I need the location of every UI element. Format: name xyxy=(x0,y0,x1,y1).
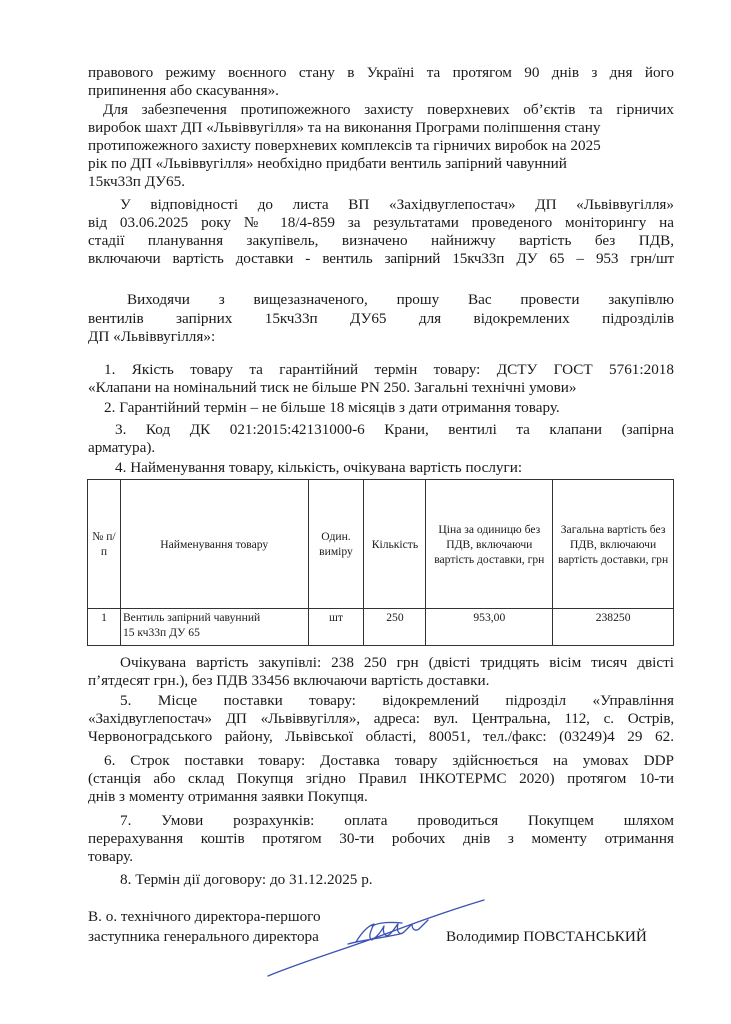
handwritten-signature-icon xyxy=(262,896,502,986)
text-line: перерахування коштів протягом 30-ти робочих днів з моменту отримання xyxy=(88,830,674,847)
text-line: від 03.06.2025 року № 18/4-859 за результатами проведеного моніторингу на xyxy=(88,214,674,231)
text-line: включаючи вартість доставки - вентиль запірний 15кч33п ДУ 65 – 953 грн/шт xyxy=(88,250,674,267)
text-line: 3. Код ДК 021:2015:42131000-6 Крани, вентилі та клапани (запірна xyxy=(115,421,674,438)
text-line: арматура). xyxy=(88,439,156,456)
text-line: (станція або склад Покупця згідно Правил ІНКОТЕРМС 2020) протягом 10-ти xyxy=(88,770,674,787)
signatory-title: заступника генерального директора xyxy=(88,928,319,945)
text-line: 15кч33п ДУ65. xyxy=(88,173,186,190)
product-name-line: 15 кч33п ДУ 65 xyxy=(122,626,200,639)
signatory-name: Володимир ПОВСТАНСЬКИЙ xyxy=(446,928,647,945)
text-line: правового режиму воєнного стану в Україні та протягом 90 днів з дня його xyxy=(88,64,674,81)
product-name xyxy=(120,609,308,646)
text-line: п’ятдесят грн.), без ПДВ 33456 включаючи вартість доставки. xyxy=(88,672,490,689)
table-row xyxy=(88,609,674,646)
text-line: рік по ДП «Львіввугілля» необхідно придбати вентиль запірний чавунний xyxy=(88,155,567,172)
text-line: 4. Найменування товару, кількість, очікувана вартість послуги: xyxy=(115,459,523,476)
text-line: вентилів запірних 15кч33п ДУ65 для відокремлених підрозділів xyxy=(88,310,674,327)
text-line: ДП «Львіввугілля»: xyxy=(88,328,216,345)
text-line: протипожежного захисту поверхневих комплексів та гірничих виробок на 2025 xyxy=(88,137,601,154)
header-cell: № п/п xyxy=(88,480,121,609)
text-line: Виходячи з вищезазначеного, прошу Вас провести закупівлю xyxy=(127,291,674,308)
signature-icon xyxy=(262,896,502,986)
price-cell: 953,00 xyxy=(426,609,553,646)
text-line: товару. xyxy=(88,848,134,865)
text-line: 6. Строк поставки товару: Доставка товару здійснюється на умовах DDP xyxy=(104,752,674,769)
text-line: 5. Місце поставки товару: відокремлений підрозділ «Управління xyxy=(120,692,674,709)
text-line: днів з моменту отримання заявки Покупця. xyxy=(88,788,368,805)
text-line: 1. Якість товару та гарантійний термін товару: ДСТУ ГОСТ 5761:2018 xyxy=(104,361,674,378)
header-cell: Загальна вартість без ПДВ, включаючи вартість доставки, грн xyxy=(553,480,674,609)
text-line: 8. Термін дії договору: до 31.12.2025 р. xyxy=(120,871,373,888)
text-line: «Клапани на номінальний тиск не більше PN 250. Загальні технічні умови» xyxy=(88,379,577,396)
unit-cell: шт xyxy=(308,609,364,646)
total-cell: 238250 xyxy=(553,609,674,646)
quantity-cell: 250 xyxy=(364,609,426,646)
header-cell: Один. виміру xyxy=(308,480,364,609)
text-line: 7. Умови розрахунків: оплата проводиться Покупцем шляхом xyxy=(120,812,674,829)
text-line: 2. Гарантійний термін – не більше 18 місяців з дати отримання товару. xyxy=(104,399,560,416)
text-line: Червоноградського району, Львівської області, 80051, тел./факс: (03249)4 29 62. xyxy=(88,728,674,745)
text-line: Для забезпечення протипожежного захисту поверхневих об’єктів та гірничих xyxy=(103,101,674,118)
text-line: «Західвуглепостач» ДП «Львіввугілля», адреса: вул. Центральна, 112, с. Острів, xyxy=(88,710,674,727)
text-line: Очікувана вартість закупівлі: 238 250 грн (двісті тридцять вісім тисяч двісті xyxy=(120,654,674,671)
header-cell: Кількість xyxy=(364,480,426,609)
text-line: У відповідності до листа ВП «Західвуглепостач» ДП «Львіввугілля» xyxy=(120,196,674,213)
text-line: припинення або скасування». xyxy=(88,82,279,99)
signatory-title: В. о. технічного директора-першого xyxy=(88,908,321,925)
row-number: 1 xyxy=(88,609,121,646)
table-header-row xyxy=(88,480,674,609)
product-name-line: Вентиль запірний чавунний xyxy=(122,611,261,624)
text-line: стадії планування закупівель, визначено найнижчу вартість без ПДВ, xyxy=(88,232,674,249)
header-cell: Найменування товару xyxy=(120,480,308,609)
header-cell: Ціна за одиницю без ПДВ, включаючи вартість доставки, грн xyxy=(426,480,553,609)
goods-table xyxy=(87,479,674,646)
text-line: виробок шахт ДП «Львіввугілля» та на виконання Програми поліпшення стану xyxy=(88,119,601,136)
